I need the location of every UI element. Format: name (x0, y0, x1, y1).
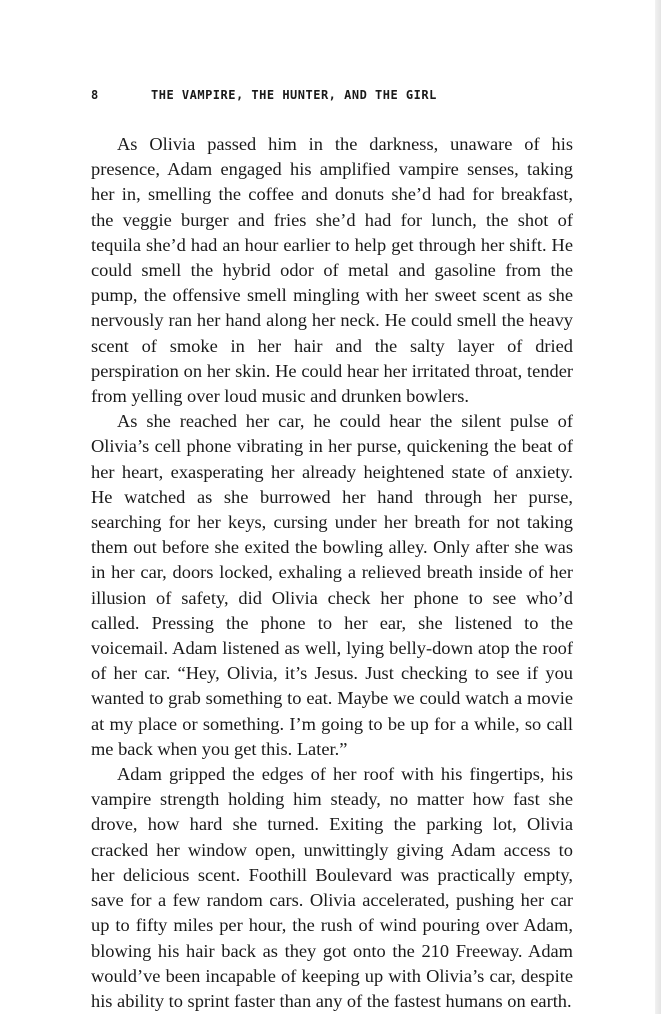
page-number: 8 (91, 88, 99, 102)
book-title: THE VAMPIRE, THE HUNTER, AND THE GIRL (151, 88, 437, 102)
page-edge (655, 0, 661, 1014)
body-text (91, 132, 573, 1014)
paragraph: As Olivia passed him in the darkness, unaware of his presence, Adam engaged his amplified vampire senses, taking her in, smelling the coffee and donuts she’d had for breakfast, the veggie burger and fries she’d had for lunch, the shot of tequila she’d had an hour earlier to help get through her shift. He could smell the hybrid odor of metal and gasoline from the pump, the offensive smell mingling with her sweet scent as she nervously ran her hand along her neck. He could smell the heavy scent of smoke in her hair and the salty layer of dried perspiration on her skin. He could hear her irritated throat, tender from yelling over loud music and drunken bowlers. (91, 134, 573, 407)
running-head (91, 88, 581, 106)
paragraph: As she reached her car, he could hear the silent pulse of Olivia’s cell phone vibrating in her purse, quickening the beat of her heart, exasperating her already heightened state of anxiety. He watched as she burrowed her hand through her purse, searching for her keys, cursing under her breath for not taking them out before she exited the bowling alley. Only after she was in her car, doors locked, exhaling a relieved breath inside of her illusion of safety, did Olivia check her phone to see who’d called. Pressing the phone to her ear, she listened to the voicemail. Adam listened as well, lying belly-down atop the roof of her car. “Hey, Olivia, it’s Jesus. Just checking to see if you wanted to grab something to eat. Maybe we could watch a movie at my place or something. I’m going to be up for a while, so call me back when you get this. Later.” (91, 411, 573, 759)
paragraph: Adam gripped the edges of her roof with his fingertips, his vampire strength holding him steady, no matter how fast she drove, how hard she turned. Exiting the parking lot, Olivia cracked her window open, unwittingly giving Adam access to her delicious scent. Foothill Boulevard was practically empty, save for a few random cars. Olivia accelerated, pushing her car up to fifty miles per hour, the rush of wind pouring over Adam, blowing his hair back as they got onto the 210 Freeway. Adam would’ve been incapable of keeping up with Olivia’s car, despite his ability to sprint faster than any of the fastest humans on earth. (91, 764, 573, 1011)
